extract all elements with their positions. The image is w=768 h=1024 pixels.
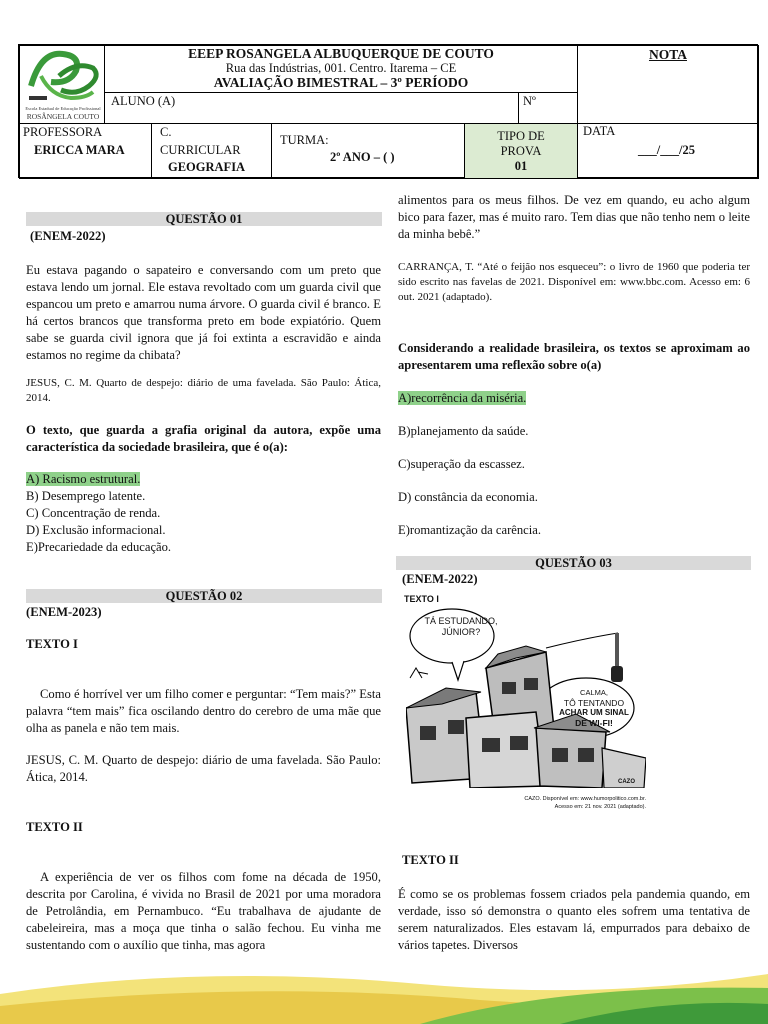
aluno-cell[interactable] (104, 92, 519, 124)
q1-prompt: O texto, que guarda a grafia original da autora, expõe uma característica da sociedade brasileira, que é o(a): (26, 423, 381, 454)
q2-texto1-label: TEXTO I (26, 637, 78, 651)
turma-cell (271, 123, 465, 179)
cartoon-bubble-1: TÁ ESTUDANDO, JÚNIOR? (424, 616, 498, 637)
q1-option-d[interactable]: D) Exclusão informacional. (26, 523, 166, 537)
turma-label: TURMA: (280, 133, 329, 147)
q1-exam: (ENEM-2022) (30, 229, 106, 243)
nota-cell (577, 45, 759, 124)
tipo-label-2: PROVA (500, 144, 542, 158)
q1-option-e[interactable]: E)Precariedade da educação. (26, 540, 172, 554)
tipo-value: 01 (514, 159, 528, 173)
exam-title: AVALIAÇÃO BIMESTRAL – 3º PERÍODO (213, 75, 469, 90)
q2-option-a-text: A)recorrência da miséria. (398, 391, 527, 405)
q2-option-a[interactable] (398, 390, 526, 407)
cartoon-bubble-2-line-4: DE WI-FI! (575, 718, 613, 728)
q2-texto2-continued: alimentos para os meus filhos. De vez em quando, eu acho algum bico para fazer, mas é muito raro. Tem dias que não tenho nem o leite da minha bebê.” (398, 193, 750, 241)
logo-cell (19, 45, 105, 124)
cartoon-source-1: CAZO. Disponível em: www.humorpolitico.com.br. (524, 796, 646, 802)
data-cell (577, 123, 759, 179)
q2-option-b[interactable]: B)planejamento da saúde. (398, 424, 529, 438)
school-info-cell (104, 45, 578, 93)
school-address: Rua das Indústrias, 001. Centro. Itarema – CE (225, 61, 457, 75)
q2-texto2: A experiência de ver os filhos com fome na década de 1950, descrita por Carolina, é vivida no Brasil de 2021 por uma moradora de Petrolândia, em Pernambuco. “Eu trabalhava de ajudante de cabeleireira, mas a moça que tinha o salão fechou. Eu vinha me sustentando com o auxílio que tinha, mas agora (26, 870, 381, 952)
cartoon-bubble-2-line-2: TÔ TENTANDO (563, 698, 625, 708)
q1-option-a-text: A) Racismo estrutural. (26, 472, 141, 486)
logo-caption: Escola Estadual de Educação Profissional (25, 106, 101, 111)
q2-option-d[interactable]: D) constância da economia. (398, 490, 538, 504)
q2-option-e[interactable]: E)romantização da carência. (398, 523, 541, 537)
q3-cartoon (398, 592, 652, 820)
professora-name: ERICCA MARA (34, 143, 125, 157)
cartoon-bubble-2-line-3: ACHAR UM SINAL (559, 708, 629, 717)
q2-source2: CARRANÇA, T. “Até o feijão nos esqueceu”: o livro de 1960 que poderia ter sido escrito nas favelas de 2021. Disponível em: www.bbc.com. Acesso em: 6 out. 2021 (adaptado). (398, 261, 750, 303)
q2-prompt: Considerando a realidade brasileira, os textos se aproximam ao apresentarem uma reflexão sobre o(a) (398, 341, 750, 372)
q3-texto2: É como se os problemas fossem criados pela pandemia quando, em verdade, isso só demonstra o quanto eles sofrem uma tentativa de serem naturalizados. Eles estavam lá, empurrados para debaixo de vários tapetes. Diversos (398, 887, 750, 952)
tipo-prova-cell (464, 123, 578, 179)
cartoon-source-2: Acesso em: 21 nov. 2021 (adaptado). (554, 804, 646, 810)
q3-exam: (ENEM-2022) (402, 572, 478, 586)
school-logo-icon (21, 46, 105, 108)
q3-texto2-label: TEXTO II (402, 853, 459, 867)
q2-texto2-label: TEXTO II (26, 820, 83, 834)
turma-value: 2º ANO – ( ) (330, 150, 395, 164)
q2-source1: JESUS, C. M. Quarto de despejo: diário de uma favelada. São Paulo: Ática, 2014. (26, 753, 381, 784)
q1-text: Eu estava pagando o sapateiro e conversando com um preto que estava lendo um jornal. Ele estava revoltado com um guarda civil que espancou um preto e amarrou numa árvore. O guarda civil é branco. E há certos brancos que transforma preto em bode expiatório. Quem sabe se guarda civil ignora que já foi extinta a escravidão e ainda estamos no regime da chibata? (26, 263, 381, 362)
cartoon-signature: CAZO (618, 779, 635, 785)
curricular-label-1: C. (160, 125, 172, 139)
curricular-value: GEOGRAFIA (168, 160, 246, 174)
numero-label: Nº (523, 94, 536, 108)
cartoon-bubble-2-line-1: CALMA, (580, 688, 608, 697)
q2-texto1: Como é horrível ver um filho comer e perguntar: “Tem mais?” Esta palavra “tem mais” fica oscilando dentro do cerebro de uma mãe que olha as panela e não tem mais. (26, 687, 381, 735)
q1-option-a[interactable] (26, 471, 140, 488)
header-table (18, 44, 758, 178)
q1-source: JESUS, C. M. Quarto de despejo: diário de uma favelada. São Paulo: Ática, 2014. (26, 377, 381, 404)
professora-label: PROFESSORA (23, 125, 103, 139)
data-value: ___/___/25 (638, 143, 695, 157)
aluno-label: ALUNO (A) (111, 94, 176, 108)
data-label: DATA (583, 124, 616, 138)
curricular-cell (151, 123, 272, 179)
professora-cell (19, 123, 152, 179)
curricular-label-2: CURRICULAR (160, 143, 241, 157)
q1-title: QUESTÃO 01 (26, 212, 382, 226)
numero-cell[interactable] (518, 92, 578, 124)
q1-option-c[interactable]: C) Concentração de renda. (26, 506, 161, 520)
q2-exam: (ENEM-2023) (26, 605, 102, 619)
q1-option-b[interactable]: B) Desemprego latente. (26, 489, 146, 503)
q2-title: QUESTÃO 02 (26, 589, 382, 603)
school-name: EEEP ROSANGELA ALBUQUERQUE DE COUTO (188, 46, 494, 61)
nota-label: NOTA (648, 47, 687, 62)
tipo-label-1: TIPO DE (497, 129, 545, 143)
cartoon-label: TEXTO I (404, 594, 439, 604)
q2-option-c[interactable]: C)superação da escassez. (398, 457, 525, 471)
footer-wave-decoration (0, 954, 768, 1024)
q3-title: QUESTÃO 03 (396, 556, 751, 570)
logo-name: ROSÂNGELA COUTO (26, 112, 100, 121)
